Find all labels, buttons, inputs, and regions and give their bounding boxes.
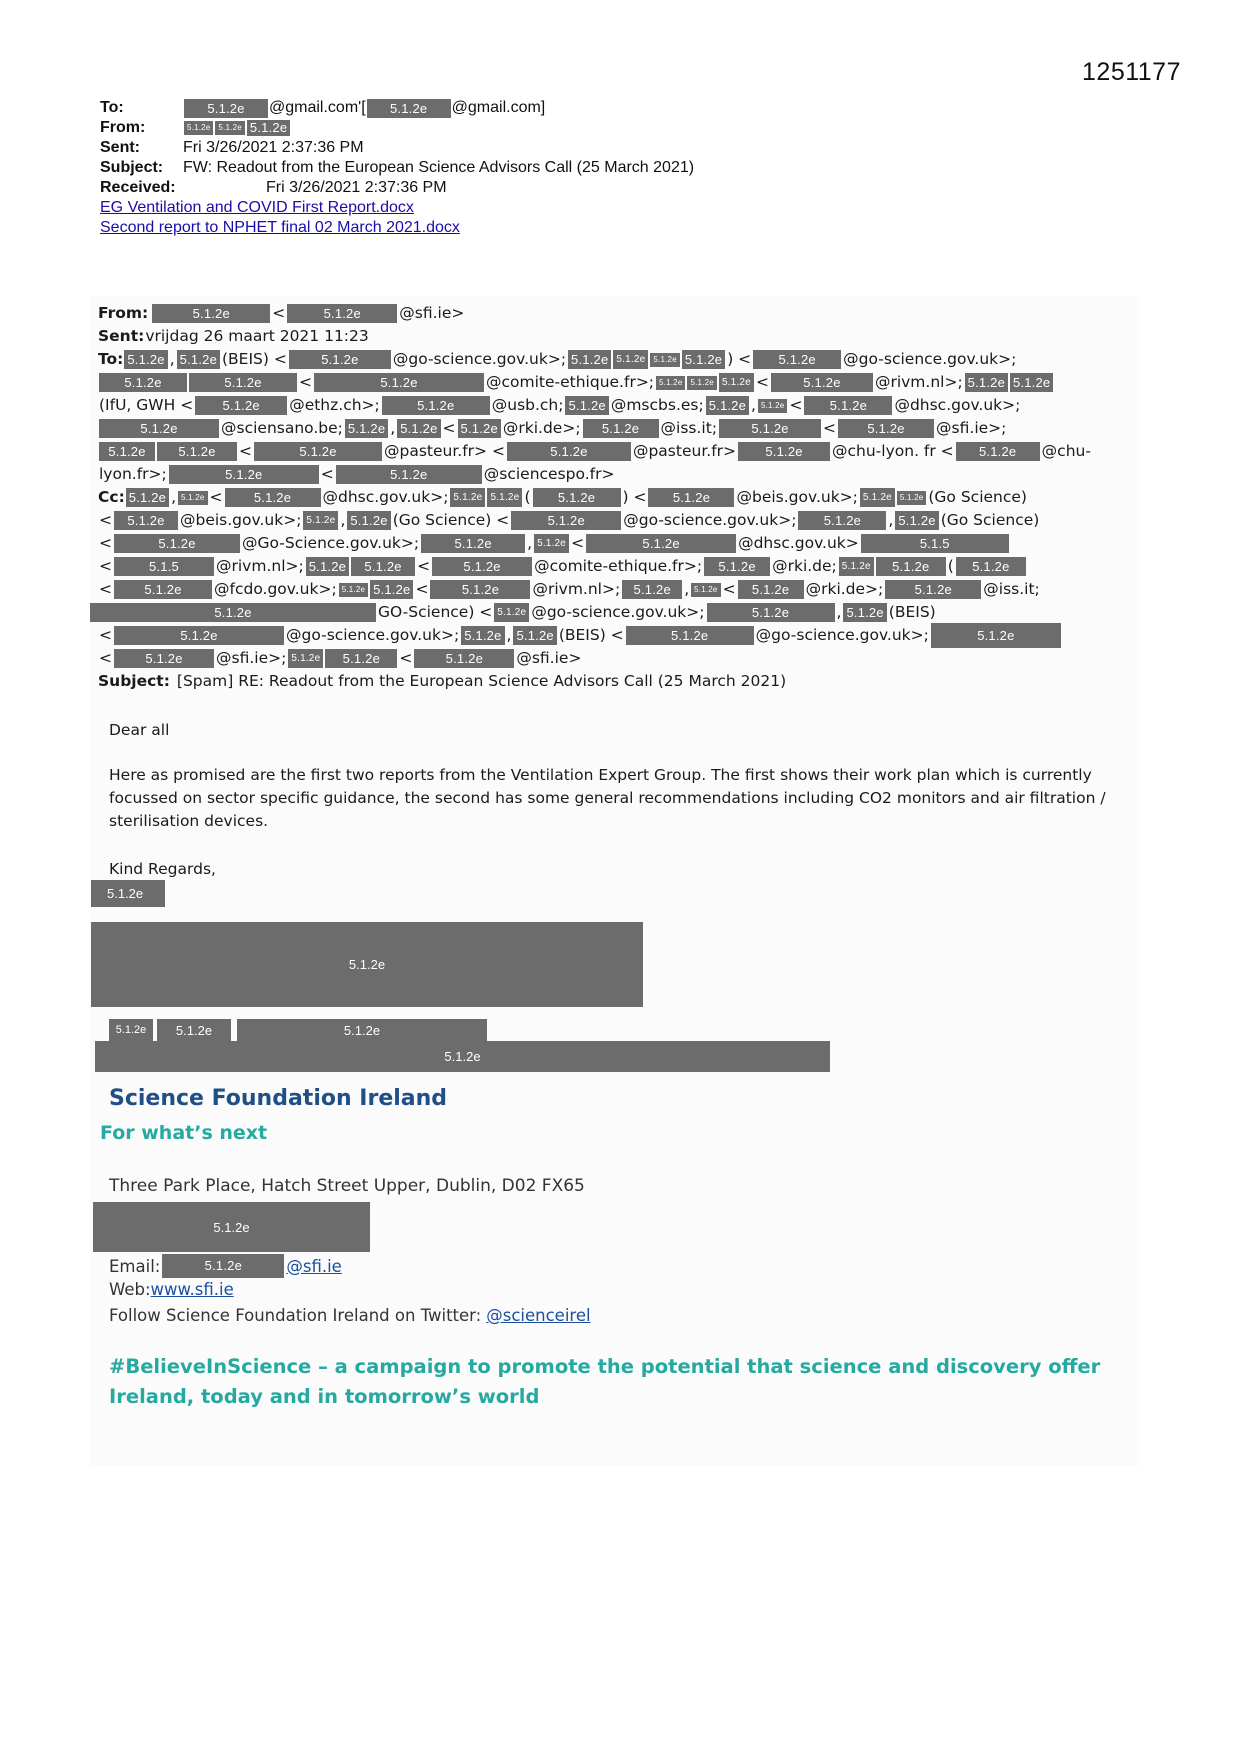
subject-row (100, 158, 694, 178)
redaction: 5.1.2e (114, 534, 240, 553)
redaction: 5.1.2e (843, 603, 886, 622)
text-fragment: ) < (727, 350, 752, 368)
received-row (100, 178, 694, 198)
greeting: Dear all (109, 721, 170, 739)
fwd-to-row-3 (98, 394, 1128, 417)
redaction: 5.1.2e (215, 121, 244, 135)
fwd-cc-row-4 (98, 555, 1128, 578)
redaction: 5.1.2e (124, 350, 167, 369)
fwd-cc-row-8 (98, 647, 1128, 670)
email-link[interactable]: @sfi.ie (286, 1256, 342, 1276)
text-fragment: @pasteur.fr> (632, 442, 737, 460)
redaction: 5.1.2e (195, 396, 287, 415)
redaction: 5.1.2e (798, 511, 886, 530)
redaction: 5.1.2e (314, 373, 484, 392)
subject-label: Subject: (100, 159, 164, 176)
fwd-cc-row-3 (98, 532, 1128, 555)
text-fragment: @dhsc.gov.uk>; (322, 488, 449, 506)
text-fragment: < (99, 649, 112, 667)
text-fragment: @go-science.gov.uk>; (623, 511, 797, 529)
redaction: 5.1.2e (90, 603, 376, 622)
redaction: 5.1.2e (885, 580, 981, 599)
text-fragment: @sfi.ie>; (216, 649, 287, 667)
text-fragment: ( (947, 557, 954, 575)
redaction: 5.1.2e (178, 491, 207, 505)
redaction: 5.1.2e (565, 396, 608, 415)
redaction: 5.1.2e (738, 580, 804, 599)
from-label: From: (100, 119, 146, 136)
from-row (100, 118, 694, 138)
redaction: 5.1.2e (622, 580, 682, 599)
organization-name: Science Foundation Ireland (109, 1086, 448, 1111)
redaction: 5.1.2e (162, 1254, 284, 1278)
redaction: 5.1.2e (189, 373, 297, 392)
text-fragment: < (99, 626, 112, 644)
text-fragment: @chu- (1041, 442, 1091, 460)
redaction-block: 5.1.2e (157, 1019, 231, 1041)
redaction: 5.1.2e (99, 373, 187, 392)
redaction: 5.1.2e (421, 534, 525, 553)
text-fragment: < (320, 465, 334, 483)
redaction: 5.1.2e (895, 511, 938, 530)
text-fragment: , (169, 350, 175, 368)
fwd-to-row (98, 348, 1128, 371)
text-fragment: < (99, 534, 112, 552)
text-fragment: < (722, 580, 736, 598)
website-link[interactable]: www.sfi.ie (150, 1280, 234, 1299)
redaction: 5.1.2e (347, 511, 390, 530)
redaction: 5.1.2e (719, 419, 821, 438)
redaction: 5.1.2e (648, 488, 734, 507)
fwd-to-row-6 (98, 463, 1128, 486)
text-fragment: < (417, 557, 431, 575)
fwd-to-row-5 (98, 440, 1128, 463)
fwd-sent-value: vrijdag 26 maart 2021 11:23 (145, 327, 369, 345)
text-fragment: @sciencespo.fr> (483, 465, 615, 483)
redaction: 5.1.2e (225, 488, 321, 507)
redaction: 5.1.2e (534, 534, 569, 553)
redaction: 5.1.2e (691, 583, 720, 597)
text-fragment: < (789, 396, 803, 414)
web-line (109, 1280, 234, 1299)
fwd-to-label: To: (98, 350, 124, 368)
text-fragment: , (390, 419, 396, 437)
text-fragment: < (415, 580, 429, 598)
text-fragment: @rivm.nl>; (216, 557, 304, 575)
text-fragment: , (751, 396, 756, 414)
text-fragment: @dhsc.gov.uk>; (894, 396, 1021, 414)
text-fragment: < (571, 534, 585, 552)
redaction: 5.1.2e (965, 373, 1008, 392)
text-fragment: @rivm.nl>; (874, 373, 963, 391)
twitter-text: Follow Science Foundation Ireland on Twitter: (109, 1306, 482, 1325)
text-fragment: @beis.gov.uk>; (736, 488, 858, 506)
redaction: 5.1.2e (254, 442, 382, 461)
sent-value: Fri 3/26/2021 2:37:36 PM (183, 139, 364, 156)
redaction: 5.1.2e (157, 442, 237, 461)
redaction: 5.1.2e (707, 603, 835, 622)
text-fragment: @comite-ethique.fr>; (486, 373, 655, 391)
redaction: 5.1.2e (804, 396, 892, 415)
redaction: 5.1.2e (414, 649, 514, 668)
text-fragment: < (755, 373, 769, 391)
to-row (100, 98, 694, 118)
text-fragment: , (888, 511, 894, 529)
organization-tagline: For what’s next (100, 1122, 268, 1144)
fwd-subject-label: Subject: (98, 672, 170, 690)
closing: Kind Regards, (109, 860, 216, 878)
redaction: 5.1.2e (461, 626, 504, 645)
redaction: 5.1.2e (626, 626, 754, 645)
text-fragment: @Go-Science.gov.uk>; (242, 534, 420, 552)
redaction: 5.1.2e (184, 121, 213, 135)
email-label: Email: (109, 1256, 161, 1276)
text-fragment: @iss.it; (660, 419, 718, 437)
redaction: 5.1.2e (336, 465, 482, 484)
to-address-part: @gmail.com] (451, 99, 546, 116)
redaction: 5.1.2e (177, 350, 220, 369)
text-fragment: @go-science.gov.uk>; (755, 626, 929, 644)
text-fragment: < (99, 557, 112, 575)
redaction: 5.1.2e (487, 488, 522, 507)
redaction: 5.1.2e (613, 350, 648, 369)
redaction: 5.1.2e (682, 350, 725, 369)
redaction: 5.1.2e (126, 488, 169, 507)
text-fragment: < (272, 304, 286, 322)
fwd-cc-row-7 (98, 624, 1128, 647)
fwd-cc-row-2 (98, 509, 1128, 532)
redaction: 5.1.2e (370, 580, 413, 599)
text-fragment: < (99, 511, 112, 529)
fwd-cc-label: Cc: (98, 488, 125, 506)
text-fragment: (Go Science) (940, 511, 1040, 529)
text-fragment: @fcdo.gov.uk>; (214, 580, 337, 598)
redaction-block: 5.1.2e (91, 922, 643, 1007)
sent-label: Sent: (100, 139, 140, 156)
redaction: 5.1.2e (650, 353, 679, 367)
redaction-block: 5.1.2e (237, 1019, 487, 1041)
text-fragment: @sfi.ie> (516, 649, 582, 667)
fwd-subject-row (98, 670, 1128, 693)
redaction: 5.1.2e (513, 626, 556, 645)
redaction: 5.1.5 (114, 557, 214, 576)
text-fragment: @usb.ch; (491, 396, 564, 414)
text-fragment: @pasteur.fr> < (384, 442, 505, 460)
outer-email-header (100, 98, 694, 238)
twitter-line (109, 1306, 591, 1325)
text-fragment: (Go Science) (928, 488, 1027, 506)
redaction: 5.1.2e (897, 491, 926, 505)
text-fragment: @rivm.nl>; (532, 580, 621, 598)
text-fragment: , (684, 580, 690, 598)
text-fragment: @ethz.ch>; (289, 396, 380, 414)
text-fragment: @rki.de; (772, 557, 837, 575)
email-line (109, 1254, 342, 1278)
redaction: 5.1.2e (247, 120, 290, 136)
redaction: 5.1.2e (114, 649, 214, 668)
redaction: 5.1.2e (753, 350, 841, 369)
redaction: 5.1.2e (99, 442, 155, 461)
redaction: 5.1.2e (494, 603, 529, 622)
fwd-cc-row-5 (98, 578, 1128, 601)
redaction: 5.1.2e (704, 557, 770, 576)
text-fragment: (Go Science) < (392, 511, 510, 529)
text-fragment: < (299, 373, 312, 391)
to-label: To: (100, 99, 124, 116)
text-fragment: (IfU, GWH < (99, 396, 194, 414)
fwd-sent-row (98, 325, 1128, 348)
redaction: 5.1.2e (706, 396, 749, 415)
redaction: 5.1.2e (533, 488, 621, 507)
redaction: 5.1.2e (758, 399, 787, 413)
forwarded-message-header (98, 300, 1128, 693)
fwd-subject-value: [Spam] RE: Readout from the European Science Advisors Call (25 March 2021) (176, 672, 787, 690)
subject-value: FW: Readout from the European Science Advisors Call (25 March 2021) (183, 159, 695, 176)
text-fragment: (BEIS) (888, 603, 936, 621)
text-fragment: , (340, 511, 346, 529)
fwd-to-row-2 (98, 371, 1128, 394)
redaction: 5.1.2e (956, 557, 1026, 576)
text-fragment: , (527, 534, 533, 552)
redaction: 5.1.2e (114, 511, 178, 530)
redaction: 5.1.2e (288, 649, 323, 668)
redaction: 5.1.2e (432, 557, 532, 576)
text-fragment: < (399, 649, 413, 667)
text-fragment: @mscbs.es; (610, 396, 704, 414)
text-fragment: lyon.fr>; (99, 465, 167, 483)
web-label: Web: (109, 1280, 151, 1299)
received-label: Received: (100, 179, 176, 196)
redaction: 5.1.2e (511, 511, 621, 530)
redaction: 5.1.2e (99, 419, 219, 438)
attachment-link[interactable]: Second report to NPHET final 02 March 2021.docx (100, 219, 460, 236)
twitter-handle-link[interactable]: @scienceirel (486, 1306, 591, 1325)
text-fragment: @rki.de>; (805, 580, 884, 598)
redaction: 5.1.2e (507, 442, 631, 461)
redaction: 5.1.2e (345, 419, 388, 438)
redaction: 5.1.2e (656, 376, 685, 390)
text-fragment: @iss.it; (983, 580, 1040, 598)
redaction: 5.1.2e (152, 304, 270, 323)
sent-row (100, 138, 694, 158)
redaction-block: 5.1.2e (109, 1019, 153, 1041)
redaction: 5.1.2e (287, 304, 397, 323)
redaction: 5.1.5 (861, 534, 1009, 553)
text-fragment: < (99, 580, 112, 598)
to-address-part: @gmail.com'[ (269, 99, 366, 116)
redaction: 5.1.2e (1010, 373, 1053, 392)
fwd-to-row-4 (98, 417, 1128, 440)
redaction: 5.1.2e (931, 623, 1061, 648)
text-fragment: , (171, 488, 177, 506)
redaction: 5.1.2e (583, 419, 659, 438)
redaction: 5.1.2e (568, 350, 611, 369)
fwd-sent-label: Sent: (98, 327, 145, 345)
text-fragment: @sfi.ie>; (936, 419, 1007, 437)
fwd-cc-row-6 (98, 601, 1128, 624)
redaction: 5.1.2e (114, 580, 212, 599)
received-value: Fri 3/26/2021 2:37:36 PM (266, 179, 447, 196)
text-fragment: @rki.de>; (502, 419, 581, 437)
redaction: 5.1.2e (184, 99, 268, 118)
redaction: 5.1.2e (289, 350, 391, 369)
text-fragment: @dhsc.gov.uk> (738, 534, 859, 552)
redaction: 5.1.2e (351, 557, 415, 576)
text-fragment: ) < (622, 488, 647, 506)
text-fragment: @go-science.gov.uk>; (531, 603, 705, 621)
redaction: 5.1.2e (303, 511, 338, 530)
text-fragment: , (836, 603, 842, 621)
redaction: 5.1.2e (339, 583, 368, 597)
text-fragment: @go-science.gov.uk>; (843, 350, 1017, 368)
redaction: 5.1.2e (306, 557, 349, 576)
text-fragment: < (209, 488, 223, 506)
redaction: 5.1.2e (450, 488, 485, 507)
text-fragment: ( (524, 488, 531, 506)
document-number: 1251177 (1082, 58, 1181, 86)
text-fragment: < (442, 419, 456, 437)
redaction: 5.1.2e (687, 376, 716, 390)
postal-address: Three Park Place, Hatch Street Upper, Dublin, D02 FX65 (109, 1176, 585, 1196)
redaction: 5.1.2e (876, 557, 946, 576)
redaction-block: 5.1.2e (93, 1202, 370, 1252)
campaign-slogan: #BelieveInScience – a campaign to promote the potential that science and discovery offer Ireland, today and in tomorrow’s world (109, 1355, 1101, 1408)
text-fragment: GO-Science) < (378, 603, 493, 621)
redaction: 5.1.2e (169, 465, 319, 484)
text-fragment: @sfi.ie> (399, 304, 465, 322)
body-paragraph: Here as promised are the first two reports from the Ventilation Expert Group. The first shows their work plan which is currently focussed on sector specific guidance, the second has some general recommendations including CO2 monitors and air filtration / sterilisation devices. (109, 766, 1106, 830)
text-fragment: @go-science.gov.uk>; (286, 626, 460, 644)
text-fragment: (BEIS) < (558, 626, 624, 644)
fwd-cc-row (98, 486, 1128, 509)
attachment-link[interactable]: EG Ventilation and COVID First Report.docx (100, 199, 414, 216)
text-fragment: < (823, 419, 837, 437)
redaction: 5.1.2e (738, 442, 830, 461)
text-fragment: @sciensano.be; (221, 419, 343, 437)
text-fragment: < (239, 442, 252, 460)
redaction: 5.1.2e (382, 396, 490, 415)
redaction: 5.1.2e (114, 626, 284, 645)
text-fragment: (BEIS) < (222, 350, 287, 368)
text-fragment: @chu-lyon. fr < (832, 442, 954, 460)
redaction: 5.1.2e (430, 580, 530, 599)
redaction: 5.1.2e (586, 534, 736, 553)
text-fragment: @beis.gov.uk>; (180, 511, 302, 529)
fwd-from-label: From: (98, 304, 149, 322)
redaction: 5.1.2e (367, 99, 451, 118)
fwd-from-row (98, 302, 1128, 325)
redaction-block: 5.1.2e (91, 880, 165, 907)
redaction: 5.1.2e (458, 419, 501, 438)
redaction: 5.1.2e (860, 488, 895, 507)
redaction: 5.1.2e (719, 373, 754, 392)
redaction: 5.1.2e (325, 649, 397, 668)
redaction-block: 5.1.2e (95, 1041, 830, 1072)
redaction: 5.1.2e (956, 442, 1040, 461)
redaction: 5.1.2e (839, 557, 874, 576)
redaction: 5.1.2e (838, 419, 934, 438)
redaction: 5.1.2e (771, 373, 873, 392)
text-fragment: @go-science.gov.uk>; (392, 350, 567, 368)
redaction: 5.1.2e (397, 419, 440, 438)
text-fragment: @comite-ethique.fr>; (534, 557, 703, 575)
text-fragment: , (506, 626, 512, 644)
